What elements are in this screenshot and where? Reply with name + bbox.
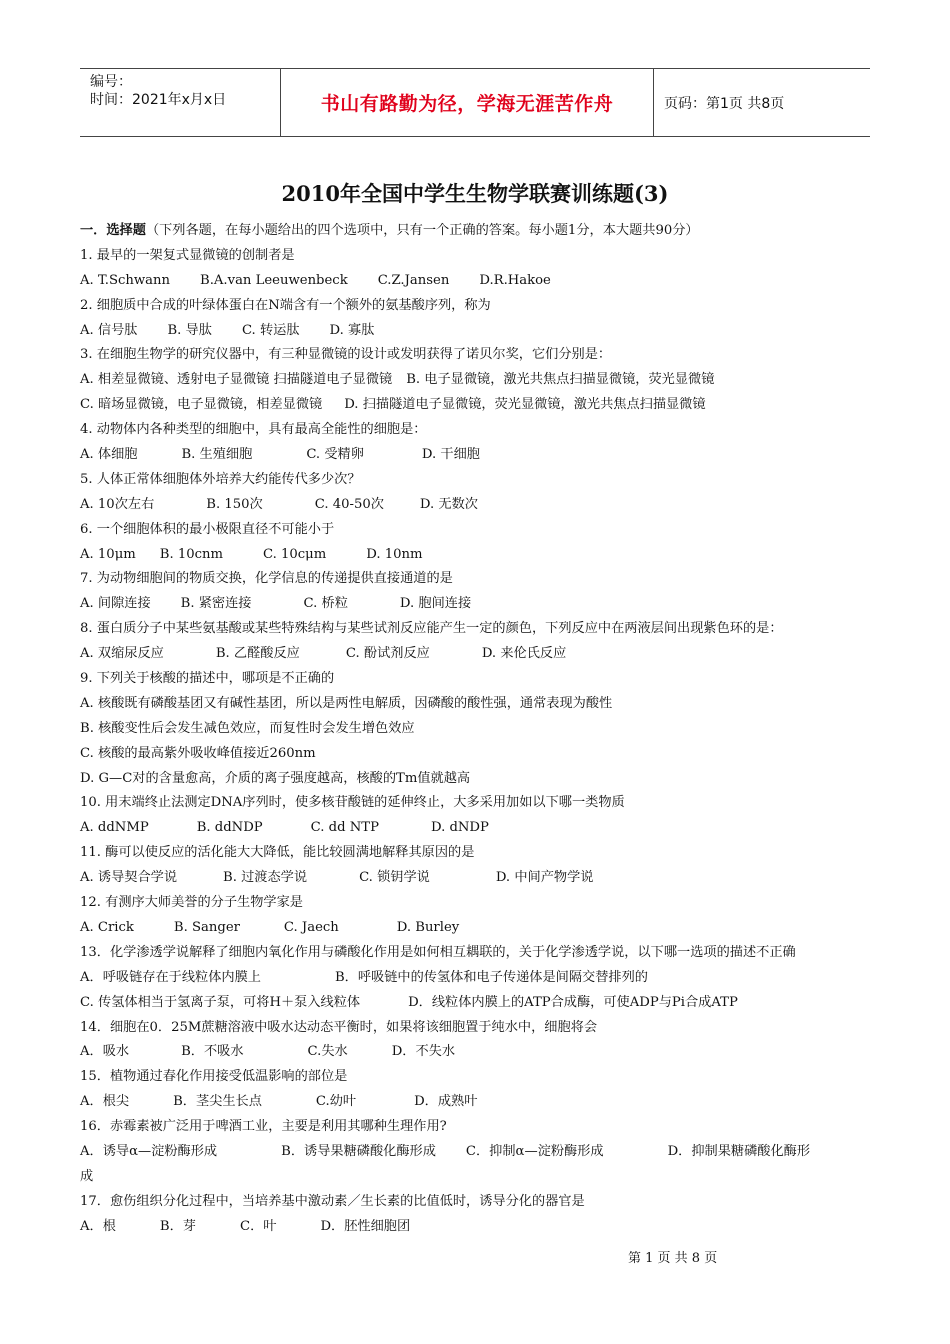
answer-option: A．根尖 (80, 1094, 130, 1110)
answer-option: A．诱导α—淀粉酶形成 (80, 1143, 218, 1159)
answer-option: C.Z.Jansen (377, 272, 450, 288)
answer-option: C. 10cμm (263, 546, 327, 562)
answer-option: C. 40-50次 (314, 496, 384, 512)
answer-option: B. 10cnm (159, 546, 224, 562)
question-text: 16．赤霉素被广泛用于啤酒工业，主要是利用其哪种生理作用? (80, 1119, 447, 1135)
answer-option: C. 传氢体相当于氢离子泵，可将H＋泵入线粒体 (80, 994, 361, 1010)
answer-option: A. 间隙连接 (80, 596, 151, 612)
answer-option: A．吸水 (80, 1044, 130, 1060)
section-label: 一．选择题 (80, 223, 146, 238)
option-line (80, 916, 870, 941)
question-text: 12. 有测序大师美誉的分子生物学家是 (80, 895, 303, 911)
option-line (80, 319, 870, 344)
answer-option: C. 转运肽 (241, 322, 300, 338)
answer-option: B.A.van Leeuwenbeck (200, 272, 348, 288)
answer-option: B. 生殖细胞 (181, 447, 253, 463)
answer-option: A. T.Schwann (80, 272, 171, 288)
answer-option: A. Crick (80, 919, 134, 935)
answer-option: B. 导肽 (167, 322, 212, 338)
answer-option: A. 10次左右 (80, 496, 155, 512)
question-text: 4. 动物体内各种类型的细胞中，具有最高全能性的细胞是： (80, 422, 427, 438)
question-text: 9. 下列关于核酸的描述中，哪项是不正确的 (80, 671, 335, 687)
option-line (80, 443, 870, 468)
question-text: 10. 用末端终止法测定DNA序列时，使多核苷酸链的延伸终止，大多采用加如以下哪一类物质 (80, 795, 625, 811)
answer-option: B. 150次 (206, 496, 263, 512)
question-text: A. 核酸既有磷酸基团又有碱性基团，所以是两性电解质，因磷酸的酸性强，通常表现为酸性 (80, 695, 613, 711)
answer-option: C. dd NTP (310, 820, 379, 836)
answer-option: C. 锁钥学说 (359, 870, 430, 886)
option-line (80, 866, 870, 891)
question-text: 14．细胞在0．25M蔗糖溶液中吸水达动态平衡时，如果将该细胞置于纯水中，细胞将会 (80, 1019, 598, 1035)
question-lines (80, 244, 870, 1240)
page-footer: 第 1 页 共 8 页 (628, 1251, 718, 1266)
answer-option: D．不失水 (391, 1044, 456, 1060)
doc-number-label: 编号： (90, 74, 132, 90)
section-heading (80, 219, 870, 244)
answer-option: A. 诱导契合学说 (80, 870, 178, 886)
answer-option: D．成熟叶 (414, 1094, 478, 1110)
question-text: 17．愈伤组织分化过程中，当培养基中激动素／生长素的比值低时，诱导分化的器官是 (80, 1193, 585, 1209)
answer-option: D. 无数次 (419, 496, 478, 512)
option-line (80, 1140, 870, 1165)
option-line (80, 966, 870, 991)
question-text: 11. 酶可以使反应的活化能大大降低，能比较圆满地解释其原因的是 (80, 845, 475, 861)
answer-option: B. 过渡态学说 (223, 870, 308, 886)
answer-option: C.失水 (307, 1044, 348, 1060)
option-line (80, 816, 870, 841)
header-motto: 书山有路勤为径，学海无涯苦作舟 (281, 69, 654, 136)
question-text: 13．化学渗透学说解释了细胞内氧化作用与磷酸化作用是如何相互耦联的，关于化学渗透学说，以下哪一选项的描述不正确 (80, 944, 796, 960)
answer-option: D. dNDP (430, 820, 489, 836)
answer-option: D．线粒体内膜上的ATP合成酶，可使ADP与Pi合成ATP (408, 994, 738, 1010)
section-note: （下列各题，在每小题给出的四个选项中，只有一个正确的答案。每小题1分，本大题共90分） (145, 223, 699, 238)
answer-option: B. 紧密连接 (180, 596, 252, 612)
question-text: 3. 在细胞生物学的研究仪器中，有三种显微镜的设计或发明获得了诺贝尔奖，它们分别是： (80, 347, 612, 363)
question-text: 5. 人体正常体细胞体外培养大约能传代多少次？ (80, 471, 361, 487)
answer-option: C．叶 (239, 1218, 277, 1234)
option-line (80, 592, 870, 617)
option-line (80, 991, 870, 1016)
answer-option: D. 扫描隧道电子显微镜，荧光显微镜，激光共焦点扫描显微镜 (344, 397, 706, 413)
option-line (80, 543, 870, 568)
answer-option: A．根 (80, 1218, 116, 1234)
answer-option: D. 寡肽 (329, 322, 375, 338)
answer-option: D. Burley (396, 919, 460, 935)
question-text: B. 核酸变性后会发生减色效应，而复性时会发生增色效应 (80, 720, 415, 736)
option-line (80, 393, 870, 418)
option-line (80, 1040, 870, 1065)
answer-option: B. 电子显微镜，激光共焦点扫描显微镜，荧光显微镜 (406, 372, 715, 388)
header-page-label: 页码：第1页 共8页 (664, 95, 785, 112)
answer-option: B．茎尖生长点 (173, 1094, 262, 1110)
option-line (80, 368, 870, 393)
answer-option: A. 体细胞 (80, 447, 138, 463)
answer-option: C. 受精卵 (306, 447, 364, 463)
answer-option: D. 10nm (366, 546, 423, 562)
question-text: 8. 蛋白质分子中某些氨基酸或某些特殊结构与某些试剂反应能产生一定的颜色，下列反应中在两液层间出现紫色环的是： (80, 621, 783, 637)
answer-option: B. 乙醛酸反应 (215, 646, 300, 662)
option-line (80, 269, 870, 294)
option-line (80, 493, 870, 518)
question-text: 15．植物通过春化作用接受低温影响的部位是 (80, 1069, 348, 1085)
answer-option: C. 桥粒 (303, 596, 348, 612)
header-meta (80, 69, 281, 136)
answer-option: A．呼吸链存在于线粒体内膜上 (80, 969, 261, 985)
document-title: 2010年全国中学生生物学联赛训练题(3) (281, 181, 669, 206)
question-text: 2. 细胞质中合成的叶绿体蛋白在N端含有一个额外的氨基酸序列，称为 (80, 297, 491, 313)
answer-option: A. 10μm (80, 546, 136, 562)
answer-option: D．抑制果糖磷酸化酶形 (667, 1143, 811, 1159)
answer-option: B．诱导果糖磷酸化酶形成 (281, 1143, 436, 1159)
answer-option: D. 干细胞 (421, 447, 480, 463)
answer-option: A. ddNMP (80, 820, 149, 836)
question-list (80, 219, 870, 1240)
answer-option: D. 胞间连接 (399, 596, 472, 612)
answer-option: D．胚性细胞团 (320, 1218, 411, 1234)
answer-option: A. 信号肽 (80, 322, 138, 338)
option-line (80, 1090, 870, 1115)
answer-option: A. 相差显微镜、透射电子显微镜 扫描隧道电子显微镜 (80, 372, 393, 388)
doc-date-label: 时间：2021年x月x日 (90, 92, 227, 108)
answer-option: B．不吸水 (181, 1044, 244, 1060)
question-text: D. G—C对的含量愈高，介质的离子强度越高，核酸的Tm值就越高 (80, 770, 471, 786)
question-text: 1. 最早的一架复式显微镜的创制者是 (80, 247, 295, 263)
question-text: 7. 为动物细胞间的物质交换，化学信息的传递提供直接通道的是 (80, 571, 453, 587)
page-header (80, 68, 870, 137)
answer-option: B. ddNDP (196, 820, 263, 836)
answer-option: C. Jaech (283, 919, 339, 935)
answer-option: B．芽 (159, 1218, 196, 1234)
answer-option: D. 中间产物学说 (495, 870, 594, 886)
answer-option: B．呼吸链中的传氢体和电子传递体是间隔交替排列的 (334, 969, 648, 985)
answer-option: A. 双缩尿反应 (80, 646, 164, 662)
answer-option: B. Sanger (173, 919, 240, 935)
option-line (80, 1215, 870, 1240)
answer-option: C.幼叶 (315, 1094, 357, 1110)
question-text: 成 (80, 1168, 94, 1184)
question-text: C. 核酸的最高紫外吸收峰值接近260nm (80, 745, 316, 761)
answer-option: C. 暗场显微镜，电子显微镜，相差显微镜 (80, 397, 323, 413)
option-line (80, 642, 870, 667)
answer-option: D. 来伦氏反应 (481, 646, 567, 662)
question-text: 6. 一个细胞体积的最小极限直径不可能小于 (80, 521, 335, 537)
answer-option: D.R.Hakoe (479, 272, 551, 288)
answer-option: C．抑制α—淀粉酶形成 (465, 1143, 604, 1159)
answer-option: C. 酚试剂反应 (345, 646, 430, 662)
